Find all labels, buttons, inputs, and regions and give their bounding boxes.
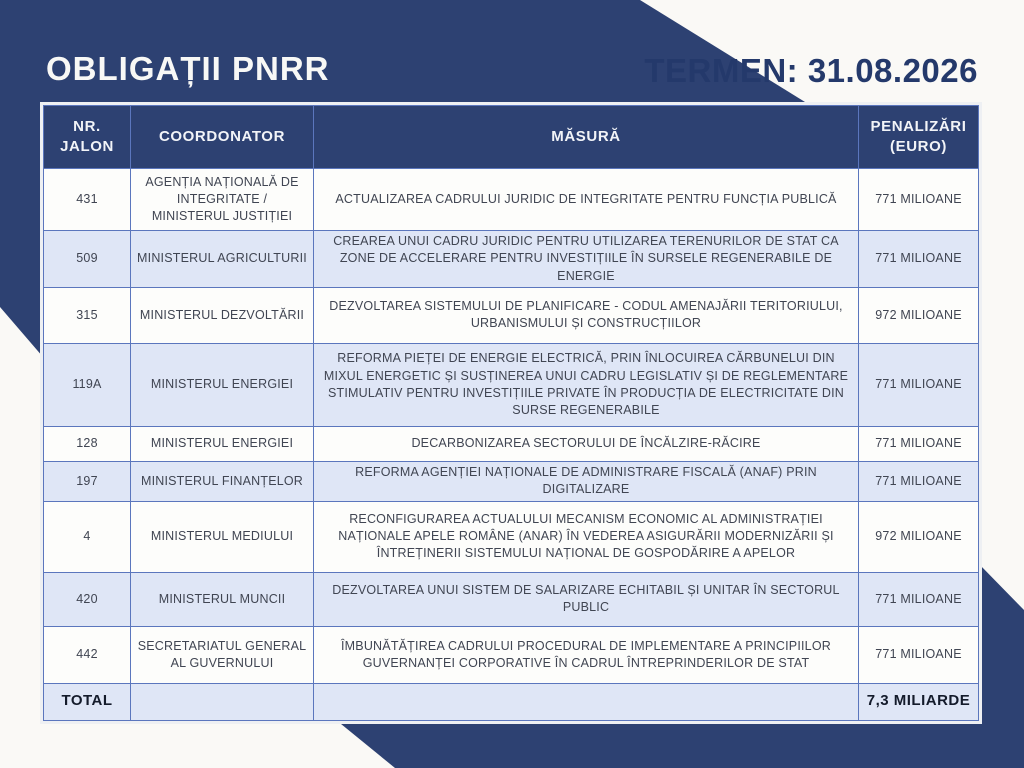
jalon-number-cell: 4 xyxy=(44,501,131,572)
coordonator-cell: MINISTERUL ENERGIEI xyxy=(131,343,314,426)
deadline-text: TERMEN: 31.08.2026 xyxy=(644,52,978,89)
table-row xyxy=(44,626,979,683)
jalon-number-cell: 315 xyxy=(44,287,131,343)
table-row xyxy=(44,287,979,343)
masura-cell: CREAREA UNUI CADRU JURIDIC PENTRU UTILIZAREA TERENURILOR DE STAT CA ZONE DE ACCELERARE PENTRU INVESTIȚIILE ÎN SURSELE REGENERABILE DE ENERGIE xyxy=(314,231,859,288)
jalon-number-cell: 128 xyxy=(44,426,131,461)
coordonator-cell: MINISTERUL AGRICULTURII xyxy=(131,231,314,288)
table-header xyxy=(44,106,979,169)
total-empty-masura xyxy=(314,683,859,720)
masura-cell: ACTUALIZAREA CADRULUI JURIDIC DE INTEGRITATE PENTRU FUNCȚIA PUBLICĂ xyxy=(314,169,859,231)
column-header-coordonator: COORDONATOR xyxy=(131,106,314,169)
total-row xyxy=(44,683,979,720)
column-header-penalizari: PENALIZĂRI (EURO) xyxy=(859,106,979,169)
table-row xyxy=(44,461,979,501)
jalon-number-cell: 509 xyxy=(44,231,131,288)
table-body xyxy=(44,169,979,721)
masura-cell: RECONFIGURAREA ACTUALULUI MECANISM ECONOMIC AL ADMINISTRAȚIEI NAȚIONALE APELE ROMÂNE (ANAR) ÎN VEDEREA ASIGURĂRII MODERNIZĂRII ȘI ÎNTREȚINERII SISTEMULUI NAȚIONAL DE GOSPODĂRIRE A APELOR xyxy=(314,501,859,572)
total-empty-coordonator xyxy=(131,683,314,720)
table-row xyxy=(44,426,979,461)
penalizari-cell: 771 MILIOANE xyxy=(859,343,979,426)
coordonator-cell: SECRETARIATUL GENERAL AL GUVERNULUI xyxy=(131,626,314,683)
jalon-number-cell: 431 xyxy=(44,169,131,231)
coordonator-cell: MINISTERUL ENERGIEI xyxy=(131,426,314,461)
penalizari-cell: 972 MILIOANE xyxy=(859,501,979,572)
jalon-number-cell: 119A xyxy=(44,343,131,426)
table-row xyxy=(44,501,979,572)
column-header-nr-jalon: NR. JALON xyxy=(44,106,131,169)
jalon-number-cell: 420 xyxy=(44,572,131,626)
table-row xyxy=(44,572,979,626)
masura-cell: ÎMBUNĂTĂȚIREA CADRULUI PROCEDURAL DE IMPLEMENTARE A PRINCIPIILOR GUVERNANȚEI CORPORATIVE ÎN CADRUL ÎNTREPRINDERILOR DE STAT xyxy=(314,626,859,683)
penalizari-cell: 771 MILIOANE xyxy=(859,426,979,461)
coordonator-cell: MINISTERUL MEDIULUI xyxy=(131,501,314,572)
coordonator-cell: MINISTERUL MUNCII xyxy=(131,572,314,626)
penalizari-cell: 771 MILIOANE xyxy=(859,626,979,683)
masura-cell: DEZVOLTAREA UNUI SISTEM DE SALARIZARE ECHITABIL ȘI UNITAR ÎN SECTORUL PUBLIC xyxy=(314,572,859,626)
jalon-number-cell: 442 xyxy=(44,626,131,683)
total-value: 7,3 MILIARDE xyxy=(859,683,979,720)
masura-cell: REFORMA AGENȚIEI NAȚIONALE DE ADMINISTRARE FISCALĂ (ANAF) PRIN DIGITALIZARE xyxy=(314,461,859,501)
penalizari-cell: 771 MILIOANE xyxy=(859,461,979,501)
penalizari-cell: 771 MILIOANE xyxy=(859,572,979,626)
coordonator-cell: AGENȚIA NAȚIONALĂ DE INTEGRITATE / MINISTERUL JUSTIȚIEI xyxy=(131,169,314,231)
coordonator-cell: MINISTERUL DEZVOLTĂRII xyxy=(131,287,314,343)
penalizari-cell: 771 MILIOANE xyxy=(859,169,979,231)
masura-cell: DECARBONIZAREA SECTORULUI DE ÎNCĂLZIRE-RĂCIRE xyxy=(314,426,859,461)
masura-cell: REFORMA PIEȚEI DE ENERGIE ELECTRICĂ, PRIN ÎNLOCUIREA CĂRBUNELUI DIN MIXUL ENERGETIC ȘI SUSȚINEREA UNUI CADRU LEGISLATIV ȘI DE REGLEMENTARE STIMULATIV PENTRU INVESTIȚIILE PRIVATE ÎN PRODUCȚIA DE ELECTRICITATE DIN SURSE REGENERABILE xyxy=(314,343,859,426)
table-row xyxy=(44,231,979,288)
penalizari-cell: 972 MILIOANE xyxy=(859,287,979,343)
masura-cell: DEZVOLTAREA SISTEMULUI DE PLANIFICARE - CODUL AMENAJĂRII TERITORIULUI, URBANISMULUI ȘI CONSTRUCȚIILOR xyxy=(314,287,859,343)
table-row xyxy=(44,343,979,426)
page-title: OBLIGAȚII PNRR xyxy=(46,50,330,87)
total-label: TOTAL xyxy=(44,683,131,720)
obligations-table xyxy=(43,105,979,721)
penalizari-cell: 771 MILIOANE xyxy=(859,231,979,288)
coordonator-cell: MINISTERUL FINANȚELOR xyxy=(131,461,314,501)
table-row xyxy=(44,169,979,231)
table-header-row xyxy=(44,106,979,169)
jalon-number-cell: 197 xyxy=(44,461,131,501)
column-header-masura: MĂSURĂ xyxy=(314,106,859,169)
